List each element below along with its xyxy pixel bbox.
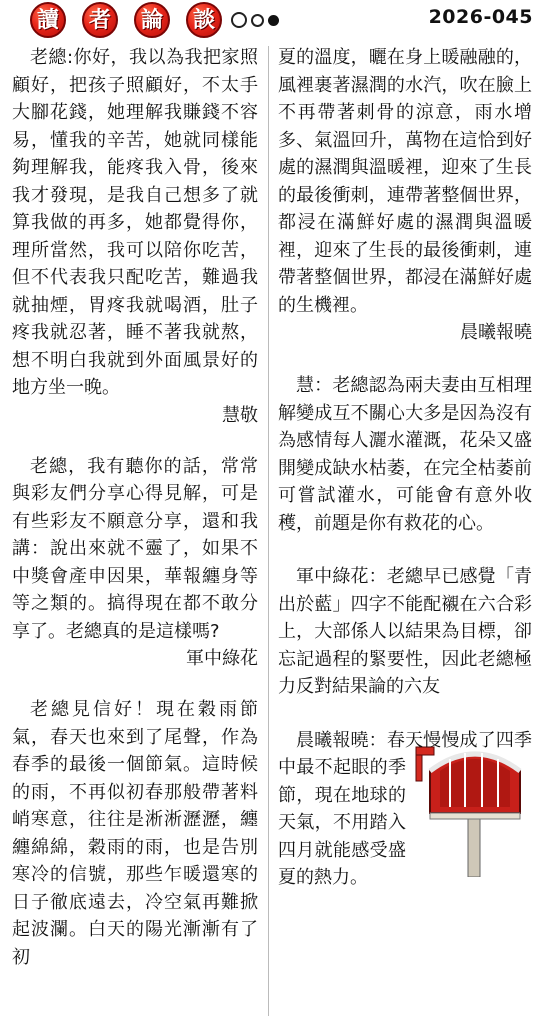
letter-text: 老總見信好！現在穀雨節氣，春天也來到了尾聲，作為春季的最後一個節氣。這時候的雨，不再似初春那般帶著料峭寒意，往往是淅淅瀝瀝，纏纏綿綿，穀雨的雨，也是告別寒冷的信號，那些乍暖還寒的日子徹底遠去，冷空氣再難掀起波瀾。白天的陽光漸漸有了初 — [12, 699, 258, 968]
open-circle-icon — [231, 12, 247, 28]
badge-4: 談 — [186, 2, 222, 38]
reply-text: 軍中綠花：老總早已感覺「青出於藍」四字不能配襯在六合彩上，大部係人以結果為目標，卻忘記過程的緊要性，因此老總極力反對結果論的六友 — [278, 566, 532, 697]
column-divider — [268, 46, 269, 1016]
header — [0, 0, 545, 40]
letter-text: 老總:你好，我以為我把家照顧好，把孩子照顧好，不太手大腳花錢，她理解我賺錢不容易，懂我的辛苦，她就同樣能夠理解我，能疼我入骨，後來我才發現，是我自己想多了就算我做的再多，她都覺得你，理所當然，我可以陪你吃苦，但不代表我只配吃苦，難過我就抽煙，胃疼我就喝酒，肚子疼我就忍著，睡不著我就熬，想不明白我就到外面風景好的地方坐一晚。 — [12, 47, 258, 398]
right-column — [278, 44, 532, 892]
left-column — [12, 44, 258, 971]
badge-3: 論 — [134, 2, 170, 38]
open-circle-icon — [251, 14, 264, 27]
letter-signature: 軍中綠花 — [186, 648, 258, 669]
circle-dots-icon — [231, 9, 279, 31]
letter-signature: 慧敬 — [222, 404, 258, 426]
badge-1: 讀 — [30, 2, 66, 38]
issue-number: 2026-045 — [428, 6, 533, 28]
letter-signature: 晨曦報曉 — [460, 322, 532, 343]
badge-2: 者 — [82, 2, 118, 38]
reply-text: 晨曦報曉：春天慢慢成了四季中最不起眼的季節，現在地球的天氣，不用踏入四月就能感受盛夏的熱力。 — [278, 729, 532, 888]
letter-text: 夏的溫度，曬在身上暖融融的，風裡裹著濕潤的水汽，吹在臉上不再帶著刺骨的涼意，雨水增多、氣溫回升，萬物在這恰到好處的濕潤與溫暖裡，迎來了生長的最後衝刺，連帶著整個世界，都浸在滿鮮好處的濕潤與溫暖裡，迎來了生長的最後衝刺，連帶著整個世界，都浸在滿鮮好處的生機裡。 — [278, 47, 532, 316]
filled-circle-icon — [268, 15, 279, 26]
letter-text: 老總，我有聽你的話，常常與彩友們分享心得見解，可是有些彩友不願意分享，還和我講：說出來就不靈了，如果不中獎會產申因果，華報纏身等等之類的。搞得現在都不敢分享了。老總真的是這樣嗎? — [12, 455, 258, 642]
reply-text: 慧：老總認為兩夫妻由互相理解變成互不關心大多是因為沒有為感情每人灑水灌溉，花朵又盛開變成缺水枯萎，在完全枯萎前可嘗試灌水，可能會有意外收穫，前題是你有救花的心。 — [278, 375, 532, 534]
